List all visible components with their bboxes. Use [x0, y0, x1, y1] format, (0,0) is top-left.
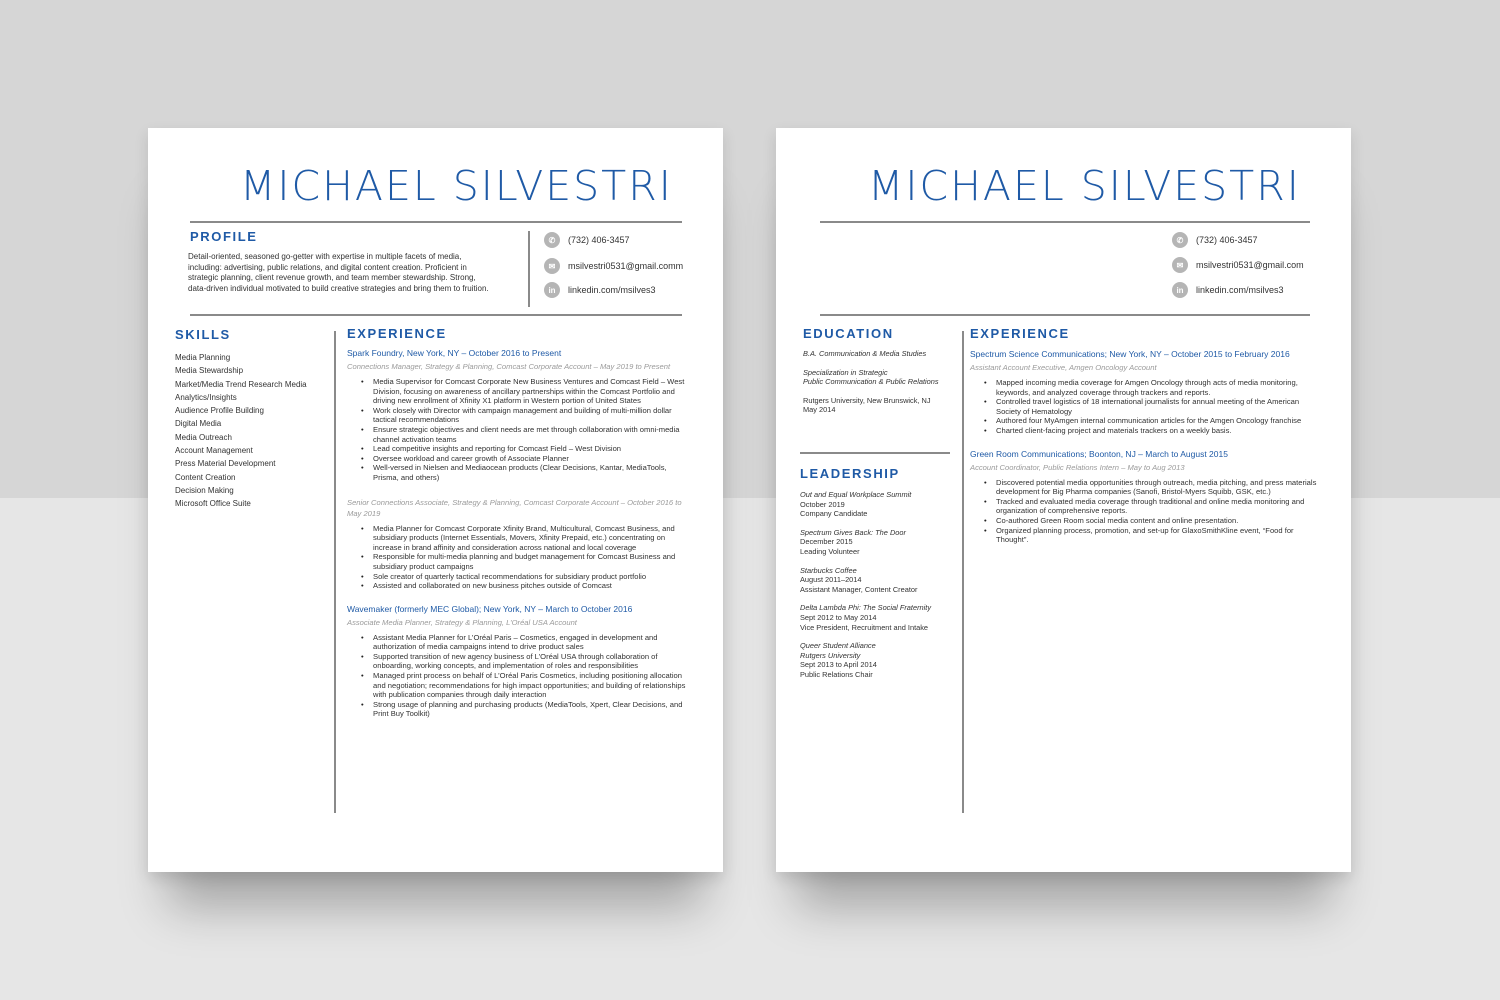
job-bullet: • Mapped incoming media coverage for Amgen Oncology through acts of media monitoring, keywords, and analyzed coverage through trackers and reports.: [996, 378, 1320, 397]
job-spacer: [970, 436, 1320, 448]
linkedin-text: linkedin.com/msilves3: [1196, 285, 1284, 295]
phone-icon: ✆: [1172, 232, 1188, 248]
education-line: Public Communication & Public Relations: [803, 377, 939, 387]
job-title: Spark Foundry, New York, NY – October 2016 to Present: [347, 348, 562, 358]
leadership-item: [800, 528, 960, 557]
job-role: Senior Connections Associate, Strategy & Planning, Comcast Corporate Account – October 2016 to May 2019: [347, 497, 682, 518]
job-bullet: • Co-authored Green Room social media content and online presentation.: [996, 516, 1320, 526]
job-bullet: • Organized planning process, promotion, and set-up for GlaxoSmithKline event, “Food for Thought”.: [996, 526, 1320, 545]
job-role: Associate Media Planner, Strategy & Planning, L’Oréal USA Account: [347, 617, 577, 627]
leadership-line: Public Relations Chair: [800, 669, 873, 679]
profile-text: Detail-oriented, seasoned go-getter with expertise in multiple facets of media, including: advertising, public relations, and digital content creation. Proficient in strategic planning, client revenue growth, and team member stewardship. Strong, data-driven individual motivated to build creative strategies and bring them to fruition.: [188, 252, 489, 293]
leadership-org: Delta Lambda Phi: The Social Fraternity: [800, 603, 932, 613]
job-entry: [347, 603, 692, 731]
job-entry: [347, 497, 692, 603]
envelope-icon: ✉: [1172, 257, 1188, 273]
education-line: Specialization in Strategic: [803, 367, 888, 377]
job-spacer: [347, 719, 692, 731]
job-bullet: • Discovered potential media opportunities through outreach, media pitching, and press materials development for Big Pharma companies (Sanofi, Bristol-Myers Squibb, GSK, etc.): [996, 478, 1320, 497]
leadership-org: Starbucks Coffee: [800, 565, 857, 575]
experience-heading: EXPERIENCE: [970, 326, 1070, 341]
education-rule: [800, 452, 950, 454]
email-text: msilvestri0531@gmail.com: [1196, 260, 1304, 270]
skill-item: Content Creation: [175, 472, 236, 482]
profile-divider: [528, 231, 530, 307]
skill-item: Press Material Development: [175, 459, 276, 469]
education-line: B.A. Communication & Media Studies: [803, 349, 927, 358]
job-spacer: [970, 545, 1320, 557]
education-item: [803, 368, 953, 387]
phone-contact: [1172, 232, 1258, 248]
education-list: [803, 349, 953, 424]
job-entry: [970, 348, 1320, 448]
job-bullets: [347, 524, 692, 591]
job-title: Wavemaker (formerly MEC Global); New York, NY – March to October 2016: [347, 603, 633, 614]
leadership-line: Company Candidate: [800, 509, 868, 519]
job-bullet: • Assistant Media Planner for L’Oréal Paris – Cosmetics, engaged in development and authorization of media campaigns intend to drive product sales: [373, 633, 692, 652]
job-role: Connections Manager, Strategy & Planning, Comcast Corporate Account – May 2019 to Present: [347, 362, 671, 371]
job-bullet: • Managed print process on behalf of L’Oréal Paris Cosmetics, including positioning allocation and negotiation; recommendations for high impact opportunities; and building of relationships with publication companies through daily interaction: [373, 671, 692, 700]
skill-item: Media Stewardship: [175, 366, 244, 376]
job-bullet: • Oversee workload and career growth of Associate Planner: [373, 454, 692, 464]
leadership-org-sub: Rutgers University: [800, 650, 861, 660]
job-bullet: • Responsible for multi-media planning and budget management for Comcast Business and subsidiary product campaigns: [373, 552, 692, 571]
job-role: Account Coordinator, Public Relations Intern – May to Aug 2013: [970, 462, 1185, 472]
profile-heading: PROFILE: [190, 229, 258, 244]
experience-list: [970, 348, 1320, 557]
education-line: May 2014: [803, 405, 836, 415]
job-bullet: • Supported transition of new agency business of L’Oréal USA through collaboration of onboarding, working concepts, and implementation of roles and responsibilities: [373, 652, 692, 671]
skill-item: Account Management: [175, 446, 253, 456]
skill-item: Analytics/Insights: [175, 392, 237, 402]
phone-text: (732) 406-3457: [568, 235, 630, 245]
job-bullet: • Work closely with Director with campaign management and building of multi-million dollar tactical recommendations: [373, 406, 692, 425]
linkedin-contact: [1172, 282, 1284, 298]
skill-item: Media Outreach: [175, 432, 232, 442]
job-bullet: • Controlled travel logistics of 18 international journalists for annual meeting of the American Society of Hematology: [996, 397, 1320, 416]
skills-list: [175, 351, 335, 511]
leadership-line: August 2011–2014: [800, 575, 862, 585]
job-bullets: [347, 377, 692, 483]
job-spacer: [347, 483, 692, 495]
experience-heading: EXPERIENCE: [347, 326, 447, 341]
leadership-line: Sept 2012 to May 2014: [800, 612, 877, 622]
experience-list: [347, 347, 692, 731]
column-divider: [962, 331, 964, 813]
leadership-item: [800, 603, 960, 632]
skills-heading: SKILLS: [175, 327, 231, 342]
column-divider: [334, 331, 336, 813]
job-bullets: [347, 633, 692, 719]
job-bullet: • Tracked and evaluated media coverage through traditional and online media monitoring and organization of comprehensive reports.: [996, 497, 1320, 516]
skill-item: Media Planning: [175, 353, 231, 362]
email-contact: [544, 258, 683, 274]
leadership-org: Spectrum Gives Back: The Door: [800, 527, 906, 537]
phone-text: (732) 406-3457: [1196, 235, 1258, 245]
skill-item: Microsoft Office Suite: [175, 499, 251, 509]
candidate-name: MICHAEL SILVESTRI: [240, 162, 673, 210]
leadership-line: Sept 2013 to April 2014: [800, 660, 877, 670]
section-rule: [190, 314, 682, 316]
job-bullet: • Strong usage of planning and purchasing products (MediaTools, Xpert, Clear Decisions, and Print Buy Toolkit): [373, 700, 692, 719]
job-entry: [347, 347, 692, 495]
job-bullets: [970, 378, 1320, 436]
resume-page-1: [148, 128, 723, 872]
leadership-line: Assistant Manager, Content Creator: [800, 584, 918, 594]
job-bullets: [970, 478, 1320, 545]
leadership-line: Leading Volunteer: [800, 546, 860, 556]
linkedin-icon: in: [1172, 282, 1188, 298]
skill-item: Market/Media Trend Research Media: [175, 379, 307, 389]
job-spacer: [347, 591, 692, 603]
linkedin-contact: [544, 282, 656, 298]
linkedin-text: linkedin.com/msilves3: [568, 285, 656, 295]
header-rule: [190, 221, 682, 223]
education-item: [803, 349, 953, 359]
job-bullet: • Media Planner for Comcast Corporate Xfinity Brand, Multicultural, Comcast Business, and subsidiary products (Internet Essentials, Movers, Xfinity Prepaid, etc.) concentrating on increase in brand affinity and consideration across national and local coverage: [373, 524, 692, 553]
header-rule: [820, 221, 1310, 223]
linkedin-icon: in: [544, 282, 560, 298]
job-entry: [970, 448, 1320, 557]
job-title: Green Room Communications; Boonton, NJ – March to August 2015: [970, 448, 1228, 459]
resume-page-2: [776, 128, 1351, 872]
leadership-line: December 2015: [800, 537, 853, 547]
education-heading: EDUCATION: [803, 326, 894, 341]
leadership-item: [800, 490, 960, 519]
phone-icon: ✆: [544, 232, 560, 248]
candidate-name: MICHAEL SILVESTRI: [868, 162, 1301, 210]
leadership-org: Out and Equal Workplace Summit: [800, 490, 912, 499]
skill-item: Audience Profile Building: [175, 406, 264, 416]
education-line: Rutgers University, New Brunswick, NJ: [803, 395, 931, 405]
job-bullet: • Charted client-facing project and materials trackers on a weekly basis.: [996, 426, 1320, 436]
job-bullet: • Ensure strategic objectives and client needs are met through collaboration with omni-media channel activation teams: [373, 425, 692, 444]
skill-item: Digital Media: [175, 419, 222, 429]
job-title: Spectrum Science Communications; New York, NY – October 2015 to February 2016: [970, 349, 1290, 359]
envelope-icon: ✉: [544, 258, 560, 274]
leadership-list: [800, 490, 960, 689]
leadership-line: October 2019: [800, 499, 845, 509]
leadership-line: Vice President, Recruitment and Intake: [800, 622, 929, 632]
skill-item: Decision Making: [175, 485, 234, 495]
leadership-org: Queer Student Alliance: [800, 641, 876, 651]
job-bullet: • Sole creator of quarterly tactical recommendations for subsidiary product portfolio: [373, 572, 692, 582]
job-bullet: • Well-versed in Nielsen and Mediaocean products (Clear Decisions, Kantar, MediaTools, Prisma, and others): [373, 463, 692, 482]
email-contact: [1172, 257, 1304, 273]
leadership-heading: LEADERSHIP: [800, 466, 900, 481]
leadership-item: [800, 566, 960, 595]
phone-contact: [544, 232, 630, 248]
email-text: msilvestri0531@gmail.comm: [568, 261, 684, 271]
education-item: [803, 396, 953, 415]
job-bullet: • Assisted and collaborated on new business pitches outside of Comcast: [373, 581, 692, 591]
job-bullet: • Media Supervisor for Comcast Corporate New Business Ventures and Comcast Field – West Division, focusing on awareness of ancillary partnerships within the Comcast Portfolio and driving new enrollment of Xfinity X1 platform in Western portion of United States: [373, 377, 692, 406]
section-rule: [820, 314, 1310, 316]
job-bullet: • Lead competitive insights and reporting for Comcast Field – West Division: [373, 444, 692, 454]
job-role: Assistant Account Executive, Amgen Oncology Account: [970, 363, 1157, 372]
job-bullet: • Authored four MyAmgen internal communication articles for the Amgen Oncology franchise: [996, 416, 1320, 426]
leadership-item: [800, 641, 960, 679]
